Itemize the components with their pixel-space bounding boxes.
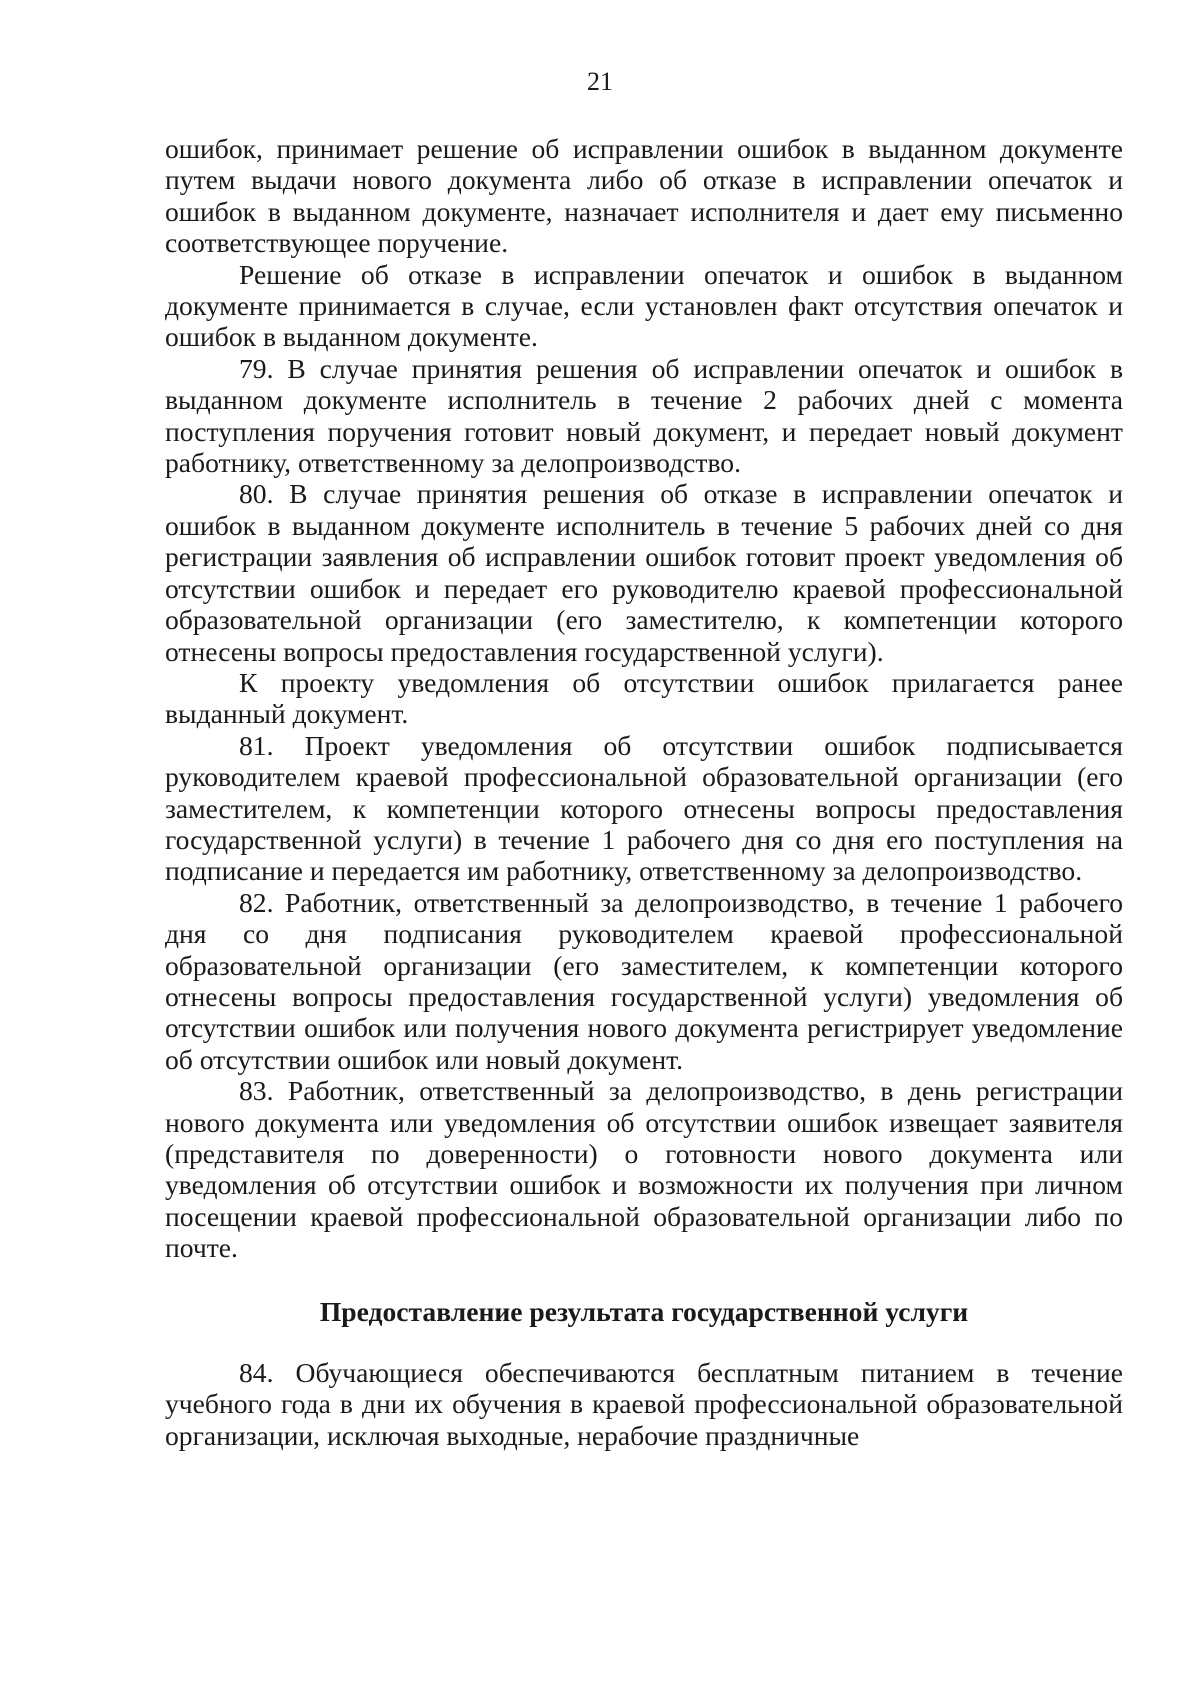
- page-number: 21: [587, 67, 613, 96]
- paragraph-continuation: ошибок, принимает решение об исправлении ошибок в выданном документе путем выдачи нового документа либо об отказе в исправлении опечаток и ошибок в выданном документе, назначает исполнителя и дает ему письменно соответствующее поручение.: [165, 133, 1123, 259]
- paragraph-attachment: К проекту уведомления об отсутствии ошибок прилагается ранее выданный документ.: [165, 666, 1123, 730]
- document-body: [165, 133, 1123, 1451]
- paragraph-81: 81. Проект уведомления об отсутствии ошибок подписывается руководителем краевой профессиональной образовательной организации (его заместителем, к компетенции которого отнесены вопросы предоставления государственной услуги) в течение 1 рабочего дня со дня его поступления на подписание и передается им работнику, ответственному за делопроизводство.: [165, 729, 1123, 887]
- paragraph-83: 83. Работник, ответственный за делопроизводство, в день регистрации нового документа или уведомления об отсутствии ошибок извещает заявителя (представителя по доверенности) о готовности нового документа или уведомления об отсутствии ошибок и возможности их получения при личном посещении краевой профессиональной образовательной организации либо по почте.: [165, 1075, 1123, 1264]
- paragraph-82: 82. Работник, ответственный за делопроизводство, в течение 1 рабочего дня со дня подписания руководителем краевой профессиональной образовательной организации (его заместителем, к компетенции которого отнесены вопросы предоставления государственной услуги) уведомления об отсутствии ошибок или получения нового документа регистрирует уведомление об отсутствии ошибок или новый документ.: [165, 886, 1123, 1075]
- paragraph-84: 84. Обучающиеся обеспечиваются бесплатным питанием в течение учебного года в дни их обучения в краевой профессиональной образовательной организации, исключая выходные, нерабочие праздничные: [165, 1357, 1123, 1451]
- paragraph-refusal-decision: Решение об отказе в исправлении опечаток и ошибок в выданном документе принимается в случае, если установлен факт отсутствия опечаток и ошибок в выданном документе.: [165, 258, 1123, 353]
- paragraph-80: 80. В случае принятия решения об отказе в исправлении опечаток и ошибок в выданном документе исполнитель в течение 5 рабочих дней со дня регистрации заявления об исправлении ошибок готовит проект уведомления об отсутствии ошибок и передает его руководителю краевой профессиональной образовательной организации (его заместителю, к компетенции которого отнесены вопросы предоставления государственной услуги).: [165, 478, 1123, 667]
- section-heading: Предоставление результата государственной услуги: [319, 1295, 969, 1327]
- paragraph-79: 79. В случае принятия решения об исправлении опечаток и ошибок в выданном документе исполнитель в течение 2 рабочих дней с момента поступления поручения готовит новый документ, и передает новый документ работнику, ответственному за делопроизводство.: [165, 352, 1123, 479]
